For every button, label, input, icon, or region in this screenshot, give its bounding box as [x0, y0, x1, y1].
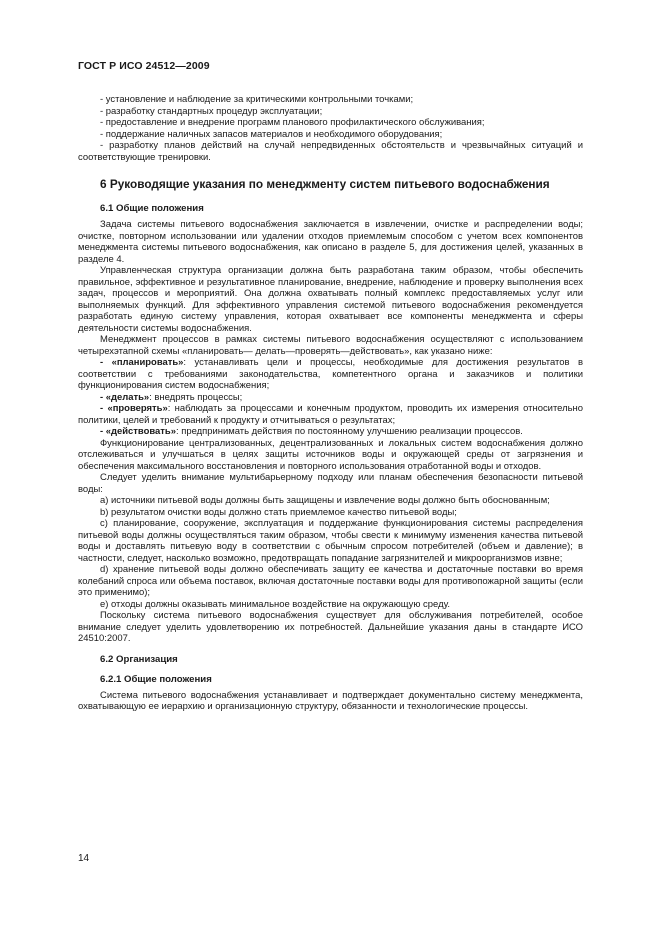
paragraph: Следует уделить внимание мультибарьерному подходу или планам обеспечения безопасности питьевой воды:	[78, 472, 583, 495]
pdca-term: - «планировать»	[100, 357, 184, 368]
page-content	[78, 94, 583, 713]
list-item: c) планирование, сооружение, эксплуатация и поддержание функционирования системы распределения питьевой воды должны осуществляться таким образом, чтобы свести к минимуму изменения качества питьевой воды и доставлять питьевую воду в соответствии с обычным спросом потребителей (объем и давление); в частности, следует, насколько возможно, предотвращать попадание загрязнителей и микроорганизмов извне;	[78, 518, 583, 564]
list-item: d) хранение питьевой воды должно обеспечивать защиту ее качества и достаточные поставки во время колебаний спроса или объема поставок, включая достаточные поставки воды для противопожарной защиты (если это применимо);	[78, 564, 583, 598]
pdca-item-check	[78, 403, 583, 426]
pdca-text: : внедрять процессы;	[149, 391, 243, 403]
paragraph: Функционирование централизованных, децентрализованных и локальных систем водоснабжения должно отслеживаться и улучшаться в целях защиты источников воды и окружающей среды от загрязнения и обеспечения максимального восстановления и повторного использования отработанной воды и отходов.	[78, 437, 583, 472]
pdca-term: - «действовать»	[100, 426, 176, 437]
list-item: - поддержание наличных запасов материалов и необходимого оборудования;	[100, 128, 443, 140]
list-item: - предоставление и внедрение программ планового профилактического обслуживания;	[100, 117, 485, 128]
section-6-1-heading: 6.1 Общие положения	[100, 203, 204, 214]
list-item: b) результатом очистки воды должно стать приемлемое качество питьевой воды;	[100, 506, 457, 518]
pdca-term: - «делать»	[100, 391, 150, 403]
list-item: - установление и наблюдение за критическими контрольными точками;	[100, 94, 414, 105]
pdca-text: : наблюдать за процессами и конечным продуктом, проводить их измерения относительно политики, целей и требований к продукту и отчитываться о результатах;	[78, 403, 583, 426]
pdca-text: : предпринимать действия по постоянному улучшению реализации процессов.	[175, 426, 523, 437]
section-6-2-1-heading: 6.2.1 Общие положения	[100, 673, 212, 685]
paragraph: Система питьевого водоснабжения устанавливает и подтверждает документально систему менеджмента, охватывающую ее иерархию и организационную структуру, обязанности и технологические процессы.	[78, 689, 583, 712]
paragraph: Управленческая структура организации должна быть разработана таким образом, чтобы обеспечить правильное, эффективное и результативное планирование, внедрение, наблюдение и проверку выполнения всех задач, процессов и мероприятий. Она должна охватывать полный комплекс предоставляемых услуг или выполняемых функций. Для эффективного управления системой питьевого водоснабжения рекомендуется разработать единую систему управления, которая охватывает все компоненты менеджмента и сферы деятельности системы водоснабжения.	[78, 265, 583, 334]
section-6-2-heading: 6.2 Организация	[100, 653, 178, 665]
pdca-item-do	[78, 392, 583, 404]
section-6-heading: 6 Руководящие указания по менеджменту систем питьевого водоснабжения	[100, 177, 550, 191]
paragraph: Менеджмент процессов в рамках системы питьевого водоснабжения осуществляют с использованием четырехэтапной схемы «планировать— делать—проверять—действовать», как указано ниже:	[78, 334, 583, 357]
standard-header: ГОСТ Р ИСО 24512—2009	[78, 60, 210, 72]
pdca-text: : устанавливать цели и процессы, необходимые для достижения результатов в соответствии с требованиями законодательства, компетентного органа и заказчиков и политики функционирования систем водоснабжения;	[78, 357, 583, 391]
list-item: - разработку планов действий на случай непредвиденных обстоятельств и чрезвычайных ситуаций и соответствующие тренировки.	[78, 140, 583, 163]
page-number: 14	[78, 853, 90, 864]
list-item: - разработку стандартных процедур эксплуатации;	[100, 105, 323, 117]
pdca-term: - «проверять»	[100, 403, 168, 414]
pdca-item-plan	[78, 357, 583, 392]
paragraph: Задача системы питьевого водоснабжения заключается в извлечении, очистке и распределении воды; очистке, повторном использовании или удалении отходов приемлемым способом с учетом всех компонентов менеджмента системы питьевого водоснабжения, как описано в разделе 5, для достижения целей, указанных в разделе 4.	[78, 219, 583, 265]
list-item: a) источники питьевой воды должны быть защищены и извлечение воды должно быть обоснованным;	[100, 495, 550, 506]
list-item: e) отходы должны оказывать минимальное воздействие на окружающую среду.	[100, 598, 450, 610]
pdca-item-act	[78, 426, 583, 438]
paragraph: Поскольку система питьевого водоснабжения существует для обслуживания потребителей, особое внимание следует уделить удовлетворению их потребностей. Дальнейшие указания даны в стандарте ИСО 24510:2007.	[78, 610, 583, 644]
